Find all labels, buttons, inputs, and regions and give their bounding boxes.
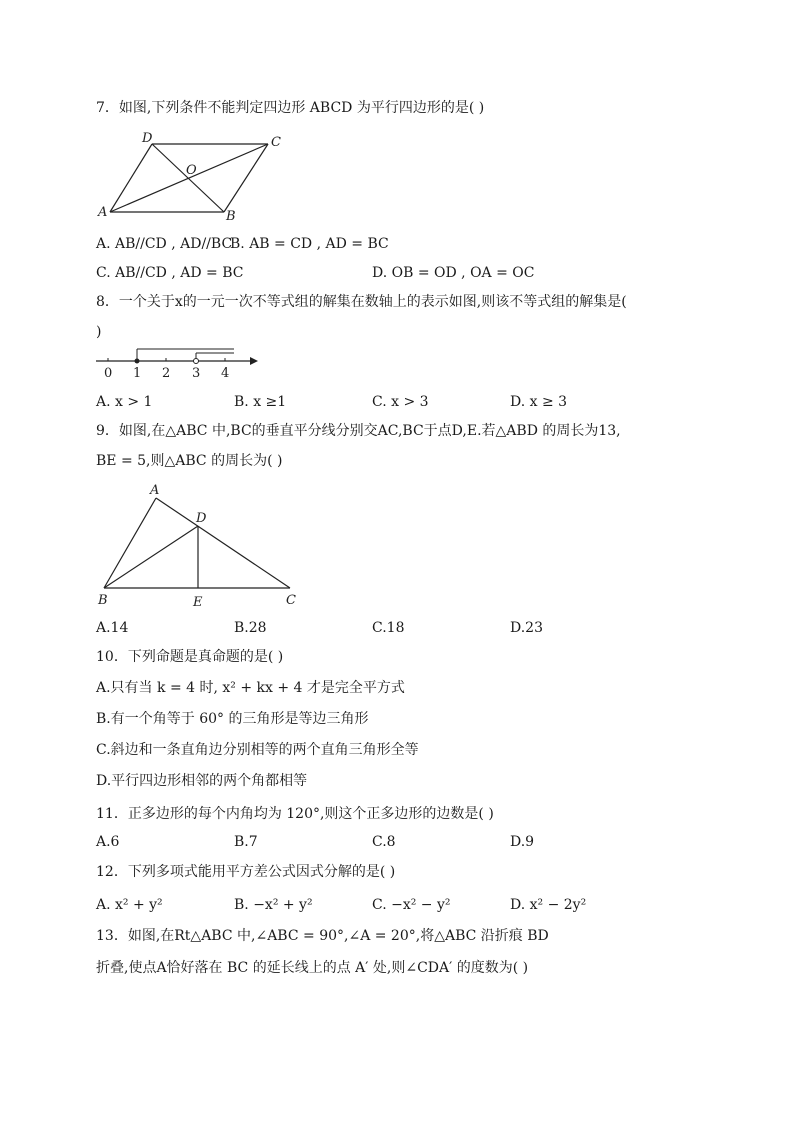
q12-option-a: A. x² + y² <box>96 897 163 913</box>
q9-option-b: B.28 <box>234 620 267 636</box>
q8-option-a: A. x > 1 <box>96 394 153 410</box>
q9-triangle-figure <box>92 480 307 612</box>
q12-option-b: B. −x² + y² <box>234 897 313 913</box>
q8-tick-4: 4 <box>221 366 230 380</box>
q8-stem-end: ) <box>96 324 102 340</box>
q9-stem: 9．如图,在△ABC 中,BC的垂直平分线分别交AC,BC于点D,E.若△ABD 的周长为13, <box>96 423 621 439</box>
q7-parallelogram-figure <box>92 128 292 228</box>
q9-label-A: A <box>150 483 160 498</box>
q7-label-O: O <box>186 163 197 178</box>
q11-option-d: D.9 <box>510 834 535 850</box>
q9-label-B: B <box>98 593 108 608</box>
q12-option-d: D. x² − 2y² <box>510 897 587 913</box>
q7-label-D: D <box>142 131 153 146</box>
q11-stem: 11．正多边形的每个内角均为 120°,则这个正多边形的边数是( ) <box>96 806 494 822</box>
q9-option-a: A.14 <box>96 620 129 636</box>
q7-label-A: A <box>98 205 108 220</box>
q11-option-a: A.6 <box>96 834 120 850</box>
q10-option-a: A.只有当 k = 4 时, x² + kx + 4 才是完全平方式 <box>96 680 405 696</box>
q12-option-c: C. −x² − y² <box>372 897 451 913</box>
q13-stem: 13．如图,在Rt△ABC 中,∠ABC = 90°,∠A = 20°,将△ABC 沿折痕 BD <box>96 928 549 944</box>
q9-stem-cont: BE = 5,则△ABC 的周长为( ) <box>96 453 283 469</box>
q9-option-c: C.18 <box>372 620 405 636</box>
q9-label-D: D <box>196 511 207 526</box>
q11-option-b: B.7 <box>234 834 258 850</box>
q10-option-b: B.有一个角等于 60° 的三角形是等边三角形 <box>96 711 369 727</box>
q10-stem: 10．下列命题是真命题的是( ) <box>96 649 284 665</box>
q12-stem: 12．下列多项式能用平方差公式因式分解的是( ) <box>96 864 396 880</box>
q13-stem-cont: 折叠,使点A恰好落在 BC 的延长线上的点 A′ 处,则∠CDA′ 的度数为( ) <box>96 960 529 976</box>
q8-tick-3: 3 <box>192 366 201 380</box>
q8-tick-2: 2 <box>162 366 171 380</box>
q8-tick-0: 0 <box>104 366 113 380</box>
q7-label-B: B <box>226 209 236 224</box>
q8-stem: 8．一个关于x的一元一次不等式组的解集在数轴上的表示如图,则该不等式组的解集是( <box>96 294 627 310</box>
q11-option-c: C.8 <box>372 834 396 850</box>
q10-option-c: C.斜边和一条直角边分别相等的两个直角三角形全等 <box>96 742 419 758</box>
q7-stem: 7．如图,下列条件不能判定四边形 ABCD 为平行四边形的是( ) <box>96 100 485 116</box>
q8-tick-1: 1 <box>133 366 142 380</box>
q7-label-C: C <box>271 135 281 150</box>
q7-option-c: C. AB//CD , AD = BC <box>96 265 244 281</box>
q7-option-d: D. OB = OD , OA = OC <box>372 265 535 281</box>
q10-option-d: D.平行四边形相邻的两个角都相等 <box>96 773 308 789</box>
q8-option-c: C. x > 3 <box>372 394 429 410</box>
q9-label-C: C <box>286 593 296 608</box>
q9-label-E: E <box>193 595 203 610</box>
q7-option-b: B. AB = CD , AD = BC <box>230 236 389 252</box>
q8-number-line-figure <box>94 344 264 380</box>
q7-option-a: A. AB//CD , AD//BC <box>96 236 233 252</box>
q9-option-d: D.23 <box>510 620 543 636</box>
q8-option-d: D. x ≥ 3 <box>510 394 568 410</box>
q8-option-b: B. x ≥1 <box>234 394 287 410</box>
